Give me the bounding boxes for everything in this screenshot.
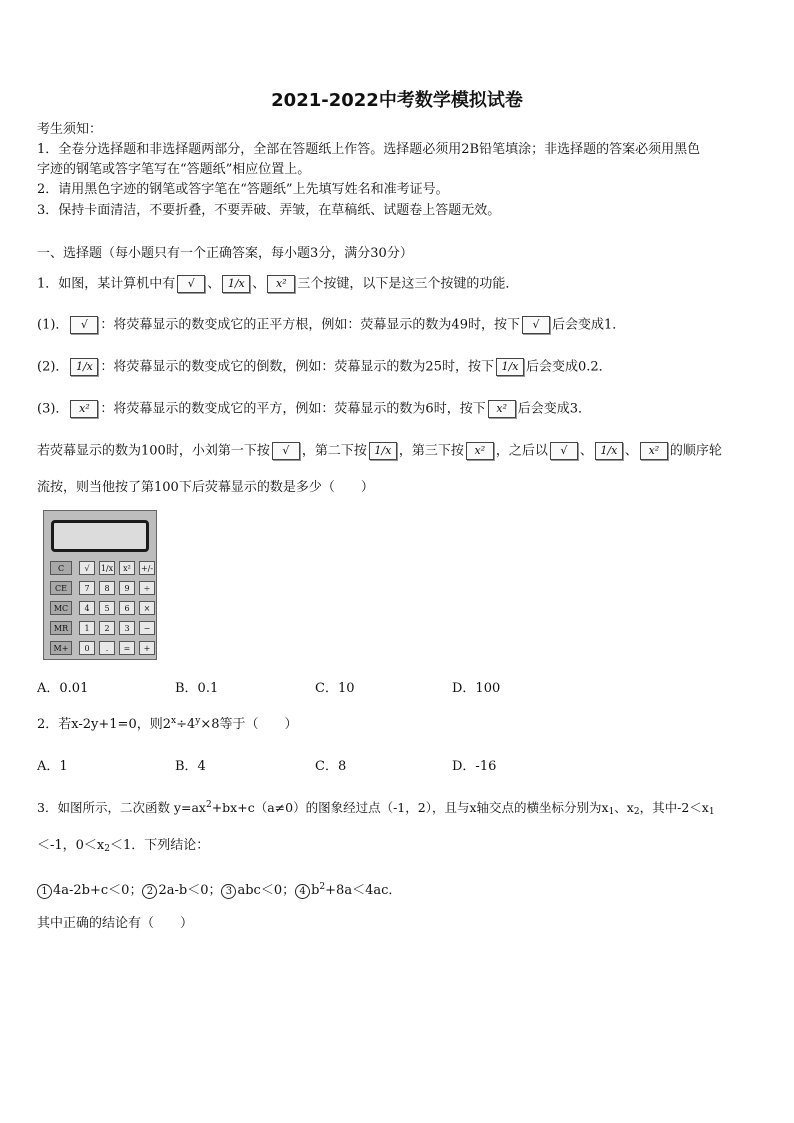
q3-statement-3: abc＜0； xyxy=(237,883,296,898)
calculator-key: + xyxy=(139,641,155,655)
q3-statement-4: b xyxy=(311,883,320,898)
q3-text: ，其中-2＜x xyxy=(639,800,709,815)
calculator-key: MC xyxy=(50,601,72,615)
calculator-key: − xyxy=(139,621,155,635)
section-heading: 一、选择题（每小题只有一个正确答案，每小题3分，满分30分） xyxy=(37,246,413,261)
separator: 、 xyxy=(207,276,221,292)
q1-function-2 xyxy=(37,358,612,377)
q1-body-text: 的顺序轮 xyxy=(669,443,722,459)
page-title: 2021-2022中考数学模拟试卷 xyxy=(271,90,523,111)
q3-text: +bx+c（a≠0）的图象经过点（-1，2），且与x轴交点的横坐标分别为x xyxy=(211,800,609,815)
q2-stem xyxy=(37,712,298,734)
reciprocal-key: 1/x xyxy=(369,442,397,460)
reciprocal-key: 1/x xyxy=(70,358,98,376)
q2-option-c: C．8 xyxy=(315,759,347,774)
q1-option-b: B．0.1 xyxy=(175,681,219,696)
calculator-key: C xyxy=(50,561,72,575)
calculator-key: M+ xyxy=(50,641,72,655)
function-text: ：将荧幕显示的数变成它的平方，例如：荧幕显示的数为6时，按下 xyxy=(100,401,486,417)
reciprocal-key: 1/x xyxy=(595,442,623,460)
function-text: ：将荧幕显示的数变成它的倒数，例如：荧幕显示的数为25时，按下 xyxy=(100,359,494,375)
q1-body-text: ，第三下按 xyxy=(398,443,464,459)
q3-text: 、x xyxy=(614,800,634,815)
calculator-key: 7 xyxy=(79,581,95,595)
function-text-end: 后会变成0.2． xyxy=(525,359,612,375)
q3-statement-1: 4a-2b+c＜0； xyxy=(53,883,143,898)
calculator-key: 6 xyxy=(119,601,135,615)
function-text-end: 后会变成1． xyxy=(551,317,626,333)
calculator-key: ÷ xyxy=(139,581,155,595)
q3-text: ＜1．下列结论： xyxy=(110,838,210,853)
notice-item-2: 2．请用黑色字迹的钢笔或答字笔在“答题纸”上先填写姓名和准考证号。 xyxy=(37,182,449,197)
sqrt-key: √ xyxy=(522,316,550,334)
calculator-key: 1/x xyxy=(99,561,115,575)
q1-body-text: ，第二下按 xyxy=(301,443,367,459)
q2-superscript: y xyxy=(195,716,201,726)
function-label: (2)． xyxy=(37,359,69,375)
q3-superscript: 2 xyxy=(205,800,212,810)
square-key: x² xyxy=(466,442,494,460)
q1-body-line2: 流按，则当他按了第100下后荧幕显示的数是多少（ ） xyxy=(37,480,374,495)
q1-body-line1 xyxy=(37,442,722,461)
calculator-key: 0 xyxy=(79,641,95,655)
q1-function-3 xyxy=(37,400,591,419)
q2-text: ÷4 xyxy=(176,717,196,732)
q1-body-text: ，之后以 xyxy=(495,443,548,459)
square-key: x² xyxy=(267,275,295,293)
calculator-key: 3 xyxy=(119,621,135,635)
calculator-key: . xyxy=(99,641,115,655)
calculator-key: x² xyxy=(119,561,135,575)
q3-statement-4: +8a＜4ac． xyxy=(325,883,402,898)
q1-intro-text: 1．如图，某计算机中有 xyxy=(37,276,176,292)
q1-function-1 xyxy=(37,316,625,335)
calculator-screen xyxy=(51,520,149,552)
q3-closing: 其中正确的结论有（ ） xyxy=(37,916,194,931)
q2-option-d: D．-16 xyxy=(452,759,497,774)
square-key: x² xyxy=(488,400,516,418)
calculator-key: 5 xyxy=(99,601,115,615)
q1-intro xyxy=(37,275,518,294)
q3-stem-line2 xyxy=(37,837,209,858)
q2-superscript: x xyxy=(170,716,177,726)
calculator-key: 1 xyxy=(79,621,95,635)
notice-item-1: 1．全卷分选择题和非选择题两部分，全部在答题纸上作答。选择题必须用2B铅笔填涂；非选择题的答案必须用黑色 xyxy=(37,142,701,157)
calculator-key: 8 xyxy=(99,581,115,595)
square-key: x² xyxy=(640,442,668,460)
q2-text: ×8等于（ ） xyxy=(200,717,298,732)
separator: 、 xyxy=(252,276,266,292)
sqrt-key: √ xyxy=(272,442,300,460)
q2-option-a: A．1 xyxy=(37,759,68,774)
calculator-key: 9 xyxy=(119,581,135,595)
circled-number: 2 xyxy=(142,884,157,899)
calculator-key: 2 xyxy=(99,621,115,635)
circled-number: 3 xyxy=(221,884,236,899)
q3-superscript: 2 xyxy=(319,882,326,892)
calculator-key: 4 xyxy=(79,601,95,615)
calculator-key: × xyxy=(139,601,155,615)
q1-body-text: 若荧幕显示的数为100时，小刘第一下按 xyxy=(37,443,270,459)
sqrt-key: √ xyxy=(177,275,205,293)
notice-item-1-cont: 字迹的钢笔或答字笔写在“答题纸”相应位置上。 xyxy=(37,162,311,177)
q2-text: 2．若x-2y+1=0，则2 xyxy=(37,717,171,732)
q1-option-d: D．100 xyxy=(452,681,501,696)
calculator-image xyxy=(43,510,157,660)
sqrt-key: √ xyxy=(550,442,578,460)
sqrt-key: √ xyxy=(70,316,98,334)
calculator-key: CE xyxy=(50,581,72,595)
q3-statement-2: 2a-b＜0； xyxy=(158,883,222,898)
notice-heading: 考生须知： xyxy=(37,122,103,137)
square-key: x² xyxy=(70,400,98,418)
q1-option-c: C．10 xyxy=(315,681,355,696)
calculator-key: √ xyxy=(79,561,95,575)
q3-text: ＜-1，0＜x xyxy=(37,838,105,853)
q3-subscript: 1 xyxy=(708,807,715,817)
q3-subscript: 2 xyxy=(104,844,111,854)
q3-stem-line1 xyxy=(37,796,715,821)
reciprocal-key: 1/x xyxy=(496,358,524,376)
calculator-key: MR xyxy=(50,621,72,635)
q1-intro-text-end: 三个按键，以下是这三个按键的功能． xyxy=(297,276,519,292)
circled-number: 1 xyxy=(37,884,52,899)
function-text: ：将荧幕显示的数变成它的正平方根，例如：荧幕显示的数为49时，按下 xyxy=(100,317,520,333)
function-label: (1)． xyxy=(37,317,69,333)
q3-text: 3．如图所示，二次函数 y=ax xyxy=(37,800,206,815)
q3-statements xyxy=(37,878,401,900)
circled-number: 4 xyxy=(295,884,310,899)
separator: 、 xyxy=(579,443,593,459)
reciprocal-key: 1/x xyxy=(222,275,250,293)
calculator-key: = xyxy=(119,641,135,655)
q3-subscript: 1 xyxy=(608,807,615,817)
q2-option-b: B．4 xyxy=(175,759,206,774)
separator: 、 xyxy=(624,443,638,459)
q1-option-a: A．0.01 xyxy=(37,681,89,696)
notice-item-3: 3．保持卡面清洁，不要折叠，不要弄破、弄皱，在草稿纸、试题卷上答题无效。 xyxy=(37,203,501,218)
function-label: (3)． xyxy=(37,401,69,417)
function-text-end: 后会变成3． xyxy=(517,401,591,417)
q3-subscript: 2 xyxy=(633,807,640,817)
calculator-key: +/- xyxy=(139,561,155,575)
